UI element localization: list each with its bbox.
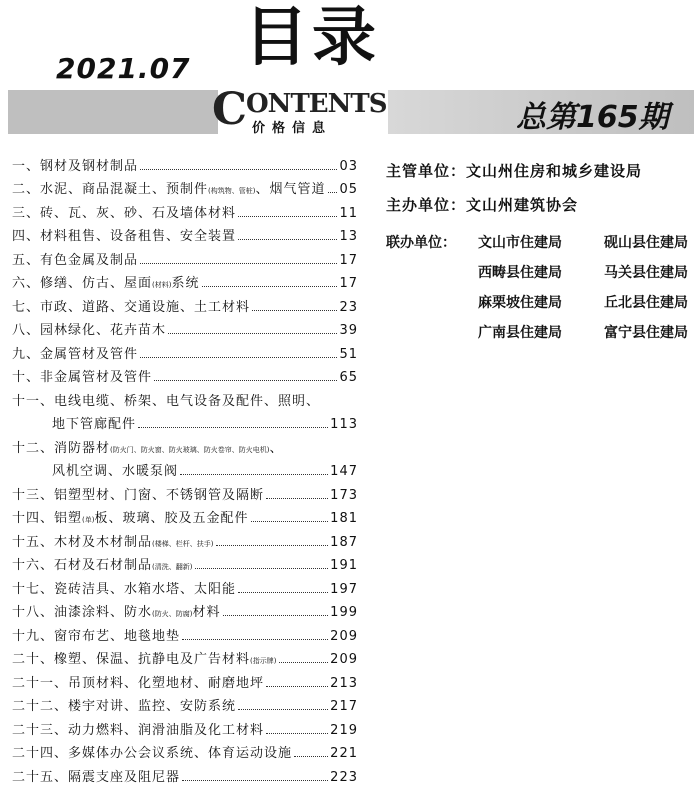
toc-number: 十五、 [12,534,55,550]
toc-title-text: 橡塑、保温、抗静电及广告材料 [54,652,251,667]
joint-unit: 丘北县住建局 [604,295,688,311]
joint-units-label [386,292,478,322]
toc-page-number: 209 [330,628,358,644]
toc-page-number: 03 [339,158,358,174]
toc-title-suffix: 板、玻璃、胶及五金配件 [94,511,249,526]
toc-row [12,620,358,644]
toc-title [40,272,200,291]
toc-title [68,766,180,785]
toc-title-suffix: 、烟气管道 [255,182,326,197]
toc-row [12,197,358,221]
toc-title [40,366,152,385]
joint-unit: 麻栗坡住建局 [478,295,562,311]
toc-title-note: (楼梯、栏杆、扶手) [152,539,214,548]
toc-row [12,526,358,550]
toc-number: 二十三、 [12,722,69,738]
toc-number: 二十四、 [12,746,69,761]
toc-title-note: (清洗、翻新) [152,563,193,571]
toc-page-number: 197 [330,581,358,597]
toc-leader [266,686,328,687]
toc-row [12,550,358,574]
toc-leader [195,568,329,569]
toc-row [12,479,358,503]
toc-row [12,432,358,456]
toc-row [12,691,358,715]
toc-title [54,554,192,573]
toc-title [68,742,292,761]
toc-row [12,456,358,480]
toc-title-text: 吊顶材料、化塑地材、耐磨地坪 [68,675,265,691]
toc-page-number: 147 [330,464,358,479]
toc-leader [138,427,328,428]
toc-leader [238,592,328,593]
toc-title-text: 风机空调、水暖泵阀 [52,464,179,479]
toc-page-number: 23 [339,299,358,315]
toc-row [12,503,358,527]
toc-row [12,150,358,174]
toc-title-text: 材料租售、设备租售、安全装置 [40,229,237,244]
toc-leader [238,216,337,217]
toc-page-number: 209 [330,652,358,667]
toc-title [52,413,136,432]
toc-title-text: 有色金属及制品 [40,252,139,268]
toc-leader [266,498,328,499]
toc-row [12,573,358,597]
toc-title [54,578,236,597]
toc-row [12,385,358,409]
table-of-contents [12,150,358,785]
toc-title [54,601,221,620]
toc-title-note: (指示牌) [250,657,277,665]
toc-title-text: 电线电缆、桥架、电气设备及配件、照明、 [54,393,321,409]
toc-title [40,202,236,221]
toc-title-text: 铝塑型材、门窗、不锈钢管及隔断 [54,487,265,503]
toc-leader [180,474,328,475]
toc-title [68,695,236,714]
toc-page-number: 199 [330,605,358,620]
toc-page-number: 17 [339,252,358,268]
toc-title-note: (防火、防腐) [152,610,193,618]
contents-subtitle: 价格信息 [252,121,333,136]
toc-title-text: 木材及木材制品 [54,534,153,550]
toc-leader [182,639,328,640]
toc-page-number: 187 [330,534,358,550]
page-title: 目录 [244,1,380,75]
toc-title [52,460,178,479]
toc-page-number: 219 [330,722,358,738]
toc-title [54,437,284,456]
toc-page-number: 223 [330,769,358,785]
toc-leader [252,310,337,311]
toc-row [12,714,358,738]
joint-units [386,232,692,352]
toc-title [68,719,264,738]
toc-number: 九、 [12,346,41,362]
toc-row [12,174,358,198]
toc-title [40,296,250,315]
toc-row [12,221,358,245]
toc-title-text: 窗帘布艺、地毯地垫 [54,628,181,644]
joint-unit: 砚山县住建局 [604,235,688,251]
joint-unit: 富宁县住建局 [604,325,688,341]
toc-title-text: 金属管材及管件 [40,346,139,362]
toc-row [12,244,358,268]
toc-title-text: 油漆涂料、防水 [54,605,153,620]
header-band-left [8,90,218,134]
joint-units-label [386,262,478,292]
toc-title [54,625,180,644]
toc-page-number: 221 [330,746,358,761]
toc-title-text: 非金属管材及管件 [40,370,153,385]
toc-number: 十七、 [12,581,55,597]
toc-title-note: (材料) [152,281,172,289]
toc-title-text: 园林绿化、花卉苗木 [40,323,167,338]
toc-number: 二十二、 [12,699,69,714]
toc-title-text: 石材及石材制品 [54,558,153,573]
toc-title-text: 动力燃料、润滑油脂及化工材料 [68,722,265,738]
toc-row [12,268,358,292]
toc-number: 二十五、 [12,769,69,785]
toc-title-text: 铝塑 [54,511,83,526]
toc-number: 二、 [12,182,41,197]
toc-page-number: 05 [339,182,358,197]
toc-leader [294,756,328,757]
toc-number: 一、 [12,158,41,174]
toc-page-number: 113 [330,417,358,432]
contents-logo: CONTENTS [212,84,387,135]
toc-leader [140,169,337,170]
toc-title [54,531,213,550]
toc-title-text: 多媒体办公会议系统、体育运动设施 [68,746,293,761]
organizers-panel [386,160,692,352]
issue-number: 总第165期 [516,100,669,135]
toc-number: 五、 [12,252,41,268]
toc-number: 十四、 [12,511,55,526]
toc-leader [328,192,338,193]
toc-leader [216,545,329,546]
toc-title [54,507,249,526]
toc-number: 六、 [12,276,41,291]
toc-leader [182,780,328,781]
toc-title-text: 楼宇对讲、监控、安防系统 [68,699,237,714]
toc-page-number: 217 [330,699,358,714]
toc-number: 二十一、 [12,675,69,691]
toc-title [54,390,320,409]
toc-title-suffix: 、 [269,440,284,456]
toc-number: 七、 [12,299,41,315]
supervisor-unit: 主管单位：文山州住房和城乡建设局 [386,162,643,180]
toc-page-number: 13 [339,229,358,244]
toc-leader [279,662,329,663]
toc-title-note: (构筑物、管桩) [208,187,256,195]
joint-unit: 马关县住建局 [604,265,688,281]
toc-title [54,648,276,667]
toc-page-number: 11 [339,205,358,221]
toc-page-number: 173 [330,487,358,503]
toc-row [12,644,358,668]
toc-row [12,761,358,785]
toc-leader [238,239,337,240]
contents-logo-text: ONTENTS [246,89,387,119]
toc-page-number: 213 [330,675,358,691]
toc-number: 二十、 [12,652,55,667]
toc-title-text: 修缮、仿古、屋面 [40,276,153,291]
toc-title [54,484,264,503]
toc-number: 三、 [12,205,41,221]
toc-row [12,315,358,339]
toc-number: 十一、 [12,393,55,409]
toc-title-text: 市政、道路、交通设施、土工材料 [40,299,251,315]
toc-leader [154,380,337,381]
toc-title [40,225,236,244]
toc-title [68,672,264,691]
toc-leader [251,521,329,522]
toc-row [12,597,358,621]
toc-title-text: 隔震支座及阻尼器 [68,769,181,785]
toc-number: 十九、 [12,628,55,644]
joint-unit: 广南县住建局 [478,325,562,341]
toc-title-text: 地下管廊配件 [52,417,137,432]
toc-row [12,338,358,362]
toc-title [40,319,166,338]
toc-row [12,738,358,762]
toc-row [12,291,358,315]
toc-number: 十六、 [12,558,55,573]
toc-leader [202,286,338,287]
joint-unit: 文山市住建局 [478,235,562,251]
toc-number: 十三、 [12,487,55,503]
issue-date: 2021.07 [56,52,191,85]
toc-page-number: 191 [330,558,358,573]
toc-number: 十、 [12,370,41,385]
joint-unit: 西畴县住建局 [478,265,562,281]
toc-title [40,178,326,197]
toc-title-text: 瓷砖洁具、水箱水塔、太阳能 [54,581,237,597]
host-unit: 主办单位：文山州建筑协会 [386,196,579,214]
toc-title-suffix: 系统 [171,276,200,291]
toc-title-suffix: 材料 [192,605,221,620]
toc-title [40,343,138,362]
toc-page-number: 39 [339,323,358,338]
toc-page-number: 51 [339,346,358,362]
toc-page-number: 181 [330,511,358,526]
toc-title [40,249,138,268]
toc-number: 四、 [12,229,41,244]
toc-row [12,667,358,691]
toc-leader [168,333,337,334]
toc-title-text: 消防器材 [54,440,111,456]
toc-leader [266,733,328,734]
toc-number: 十二、 [12,440,55,456]
toc-row [12,409,358,433]
toc-page-number: 17 [339,276,358,291]
toc-title-note: (防火门、防火窗、防火玻璃、防火卷帘、防火电机) [110,445,270,454]
toc-number: 十八、 [12,605,55,620]
toc-leader [140,357,337,358]
toc-title-text: 钢材及钢材制品 [40,158,139,174]
toc-title-note: (单) [82,516,95,524]
toc-title-text: 水泥、商品混凝土、预制件 [40,182,209,197]
toc-number: 八、 [12,323,41,338]
toc-title-text: 砖、瓦、灰、砂、石及墙体材料 [40,205,237,221]
toc-leader [238,709,328,710]
joint-units-label: 联办单位： [386,235,456,251]
toc-leader [140,263,337,264]
toc-row [12,362,358,386]
joint-units-label [386,322,478,352]
toc-title [40,155,138,174]
toc-leader [223,615,329,616]
toc-page-number: 65 [339,370,358,385]
